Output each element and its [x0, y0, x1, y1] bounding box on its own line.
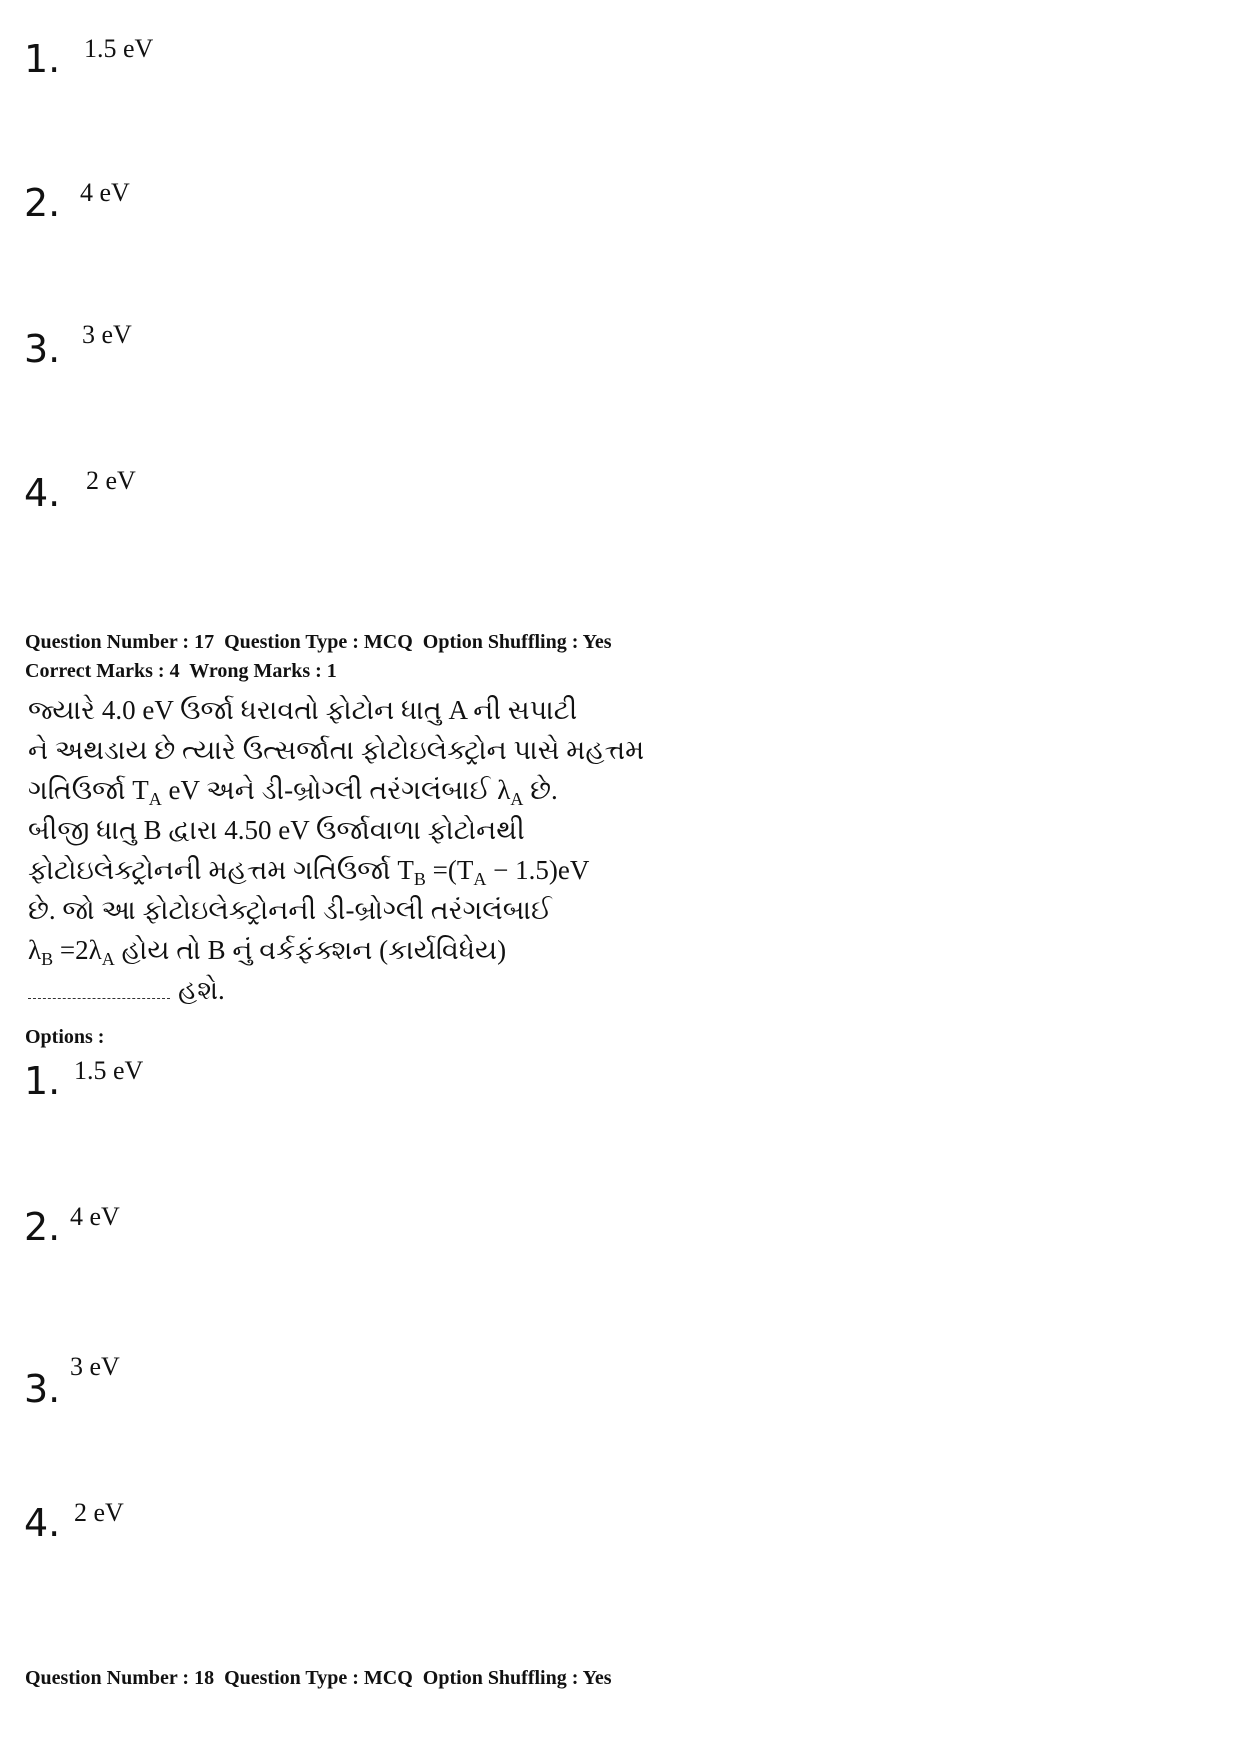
- question-text-line: જ્યારે 4.0 eV ઉર્જા ધરાવતો ફોટોન ધાતુ A ની સપાટી: [28, 695, 578, 725]
- option-number: 2.: [24, 1205, 61, 1249]
- option-value: 1.5 eV: [74, 1056, 144, 1085]
- question-text-line: ને અથડાય છે ત્યારે ઉત્સર્જાતા ફોટોઇલેક્ટ્રોન પાસે મહત્તમ: [28, 735, 645, 765]
- option-value: 3 eV: [70, 1352, 120, 1381]
- question-marks: Correct Marks : 4 Wrong Marks : 1: [25, 660, 337, 682]
- question-text-line: બીજી ધાતુ B દ્વારા 4.50 eV ઉર્જાવાળા ફોટોનથી: [28, 815, 525, 845]
- subscript: A: [148, 789, 162, 809]
- option-value: 2 eV: [86, 466, 136, 495]
- option-number: 2.: [24, 181, 61, 225]
- option-number: 1.: [24, 37, 61, 81]
- option-value: 4 eV: [80, 178, 130, 207]
- option-value: 2 eV: [74, 1498, 124, 1527]
- subscript: A: [101, 949, 115, 969]
- text-run: હશે.: [178, 975, 225, 1005]
- question-header: Question Number : 18 Question Type : MCQ Option Shuffling : Yes: [25, 1667, 612, 1689]
- option-number: 4.: [24, 1501, 61, 1545]
- question-header: Question Number : 17 Question Type : MCQ Option Shuffling : Yes: [25, 631, 612, 653]
- subscript: A: [510, 789, 524, 809]
- question-text-line: [28, 930, 644, 970]
- question-text-line: છે. જો આ ફોટોઇલેક્ટ્રોનની ડી-બ્રોગ્લી તરંગલંબાઈ: [28, 895, 552, 925]
- question-text-line: [28, 770, 644, 810]
- text-run: =2λ: [53, 935, 102, 965]
- option-number: 3.: [24, 1367, 61, 1411]
- option-number: 4.: [24, 471, 61, 515]
- option-value: 1.5 eV: [84, 34, 154, 63]
- text-run: =(T: [425, 855, 474, 885]
- text-run: હોય તો B નું વર્કફંક્શન (કાર્યવિધેય): [114, 935, 507, 965]
- option-value: 4 eV: [70, 1202, 120, 1231]
- text-run: − 1.5)eV: [486, 855, 590, 885]
- text-run: છે.: [523, 775, 558, 805]
- text-run: ફોટોઇલેક્ટ્રોનની મહત્તમ ગતિઉર્જા T: [28, 855, 414, 885]
- subscript: B: [413, 869, 426, 889]
- option-value: 3 eV: [82, 320, 132, 349]
- text-run: ગતિઉર્જા T: [28, 775, 149, 805]
- option-number: 3.: [24, 327, 61, 371]
- text-run: λ: [28, 935, 42, 965]
- question-text: [28, 690, 644, 1010]
- question-text-line: [28, 850, 644, 890]
- question-text-line: [28, 970, 644, 1010]
- text-run: eV અને ડી-બ્રોગ્લી તરંગલંબાઈ λ: [161, 775, 511, 805]
- subscript: A: [473, 869, 487, 889]
- options-label: Options :: [25, 1026, 105, 1048]
- answer-blank: [28, 976, 170, 999]
- option-number: 1.: [24, 1059, 61, 1103]
- subscript: B: [41, 949, 54, 969]
